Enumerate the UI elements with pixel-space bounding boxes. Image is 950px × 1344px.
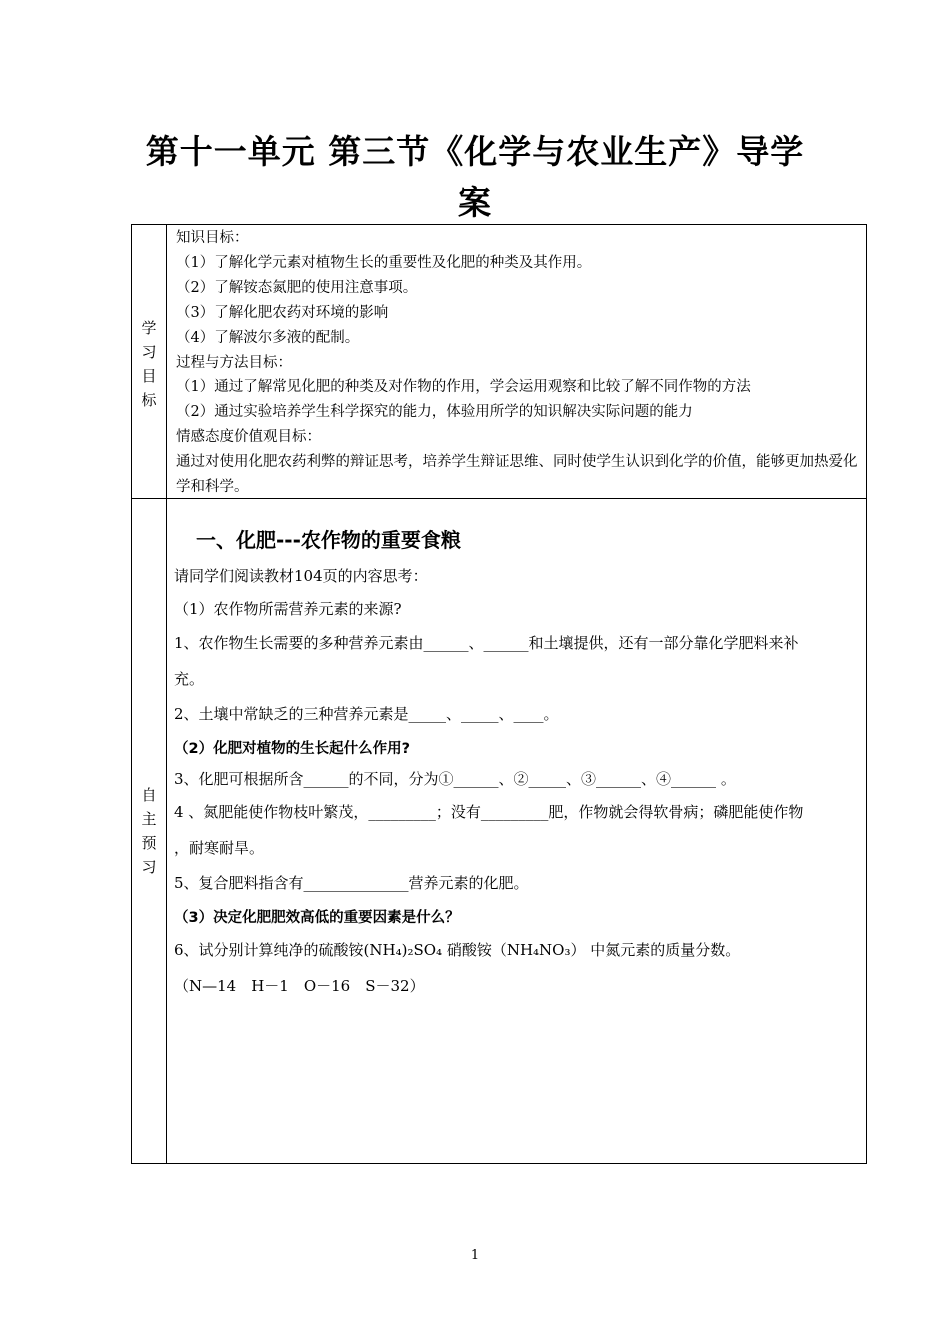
- goal-line: （3）了解化肥农药对环境的影响: [176, 304, 389, 321]
- label-char: 自: [141, 786, 157, 804]
- goal-line: （2）通过实验培养学生科学探究的能力，体验用所学的知识解决实际问题的能力: [176, 404, 693, 421]
- page-number: 1: [470, 1248, 480, 1263]
- question-line: 1、农作物生长需要的多种营养元素由______、______和土壤提供，还有一部分靠化学肥料来补: [174, 634, 799, 652]
- label-char: 学: [141, 319, 157, 337]
- study-line: （1）农作物所需营养元素的来源?: [174, 600, 402, 618]
- question-line: 3、化肥可根据所含______的不同，分为①______、②_____、③______、④______ 。: [174, 770, 736, 788]
- study-line: 请同学们阅读教材104页的内容思考：: [174, 567, 428, 585]
- goal-line: 通过对使用化肥农药利弊的辩证思考，培养学生辩证思维、同时使学生认识到化学的价值，能够更加热爱化学和科学。: [176, 454, 858, 496]
- question-line: 2、土壤中常缺乏的三种营养元素是_____、_____、____。: [174, 705, 559, 723]
- question-line: 5、复合肥料指含有______________营养元素的化肥。: [174, 874, 529, 892]
- label-char: 主: [141, 810, 157, 828]
- goal-line: （2）了解铵态氮肥的使用注意事项。: [176, 279, 418, 296]
- label-char: 习: [141, 858, 157, 876]
- goal-line: 情感态度价值观目标：: [176, 429, 321, 446]
- atomic-masses: （N—14 H－1 O－16 S－32）: [174, 977, 425, 995]
- goal-line: 过程与方法目标：: [176, 354, 292, 371]
- goal-line: （1）通过了解常见化肥的种类及对作物的作用，学会运用观察和比较了解不同作物的方法: [176, 379, 751, 396]
- label-char: 目: [141, 367, 157, 385]
- question-line: 充。: [174, 670, 205, 688]
- sub-heading: （3）决定化肥肥效高低的重要因素是什么？: [174, 910, 460, 926]
- goal-line: （4）了解波尔多液的配制。: [176, 329, 360, 346]
- document-title-line-2: 案: [458, 183, 492, 222]
- question-line: ，耐寒耐旱。: [174, 839, 265, 857]
- sub-heading: （2）化肥对植物的生长起什么作用?: [174, 741, 410, 757]
- goal-line: 知识目标：: [176, 230, 249, 246]
- question-line: 4 、氮肥能使作物枝叶繁茂，_________；没有_________肥，作物就会得软骨病；磷肥能使作物: [174, 803, 804, 821]
- label-char: 标: [141, 391, 157, 409]
- label-char: 习: [141, 343, 157, 361]
- section-label-learning-goals: [131, 316, 167, 412]
- label-char: 预: [141, 834, 157, 852]
- question-line: 6、试分别计算纯净的硫酸铵(NH₄)₂SO₄ 硝酸铵（NH₄NO₃） 中氮元素的质量分数。: [174, 941, 741, 959]
- learning-goals-content: [176, 226, 862, 500]
- goal-line: （1）了解化学元素对植物生长的重要性及化肥的种类及其作用。: [176, 254, 592, 271]
- section-heading: 一、化肥---农作物的重要食粮: [196, 528, 461, 552]
- section-label-self-study: [131, 783, 167, 879]
- document-title-line-1: 第十一单元 第三节《化学与农业生产》导学: [145, 132, 805, 171]
